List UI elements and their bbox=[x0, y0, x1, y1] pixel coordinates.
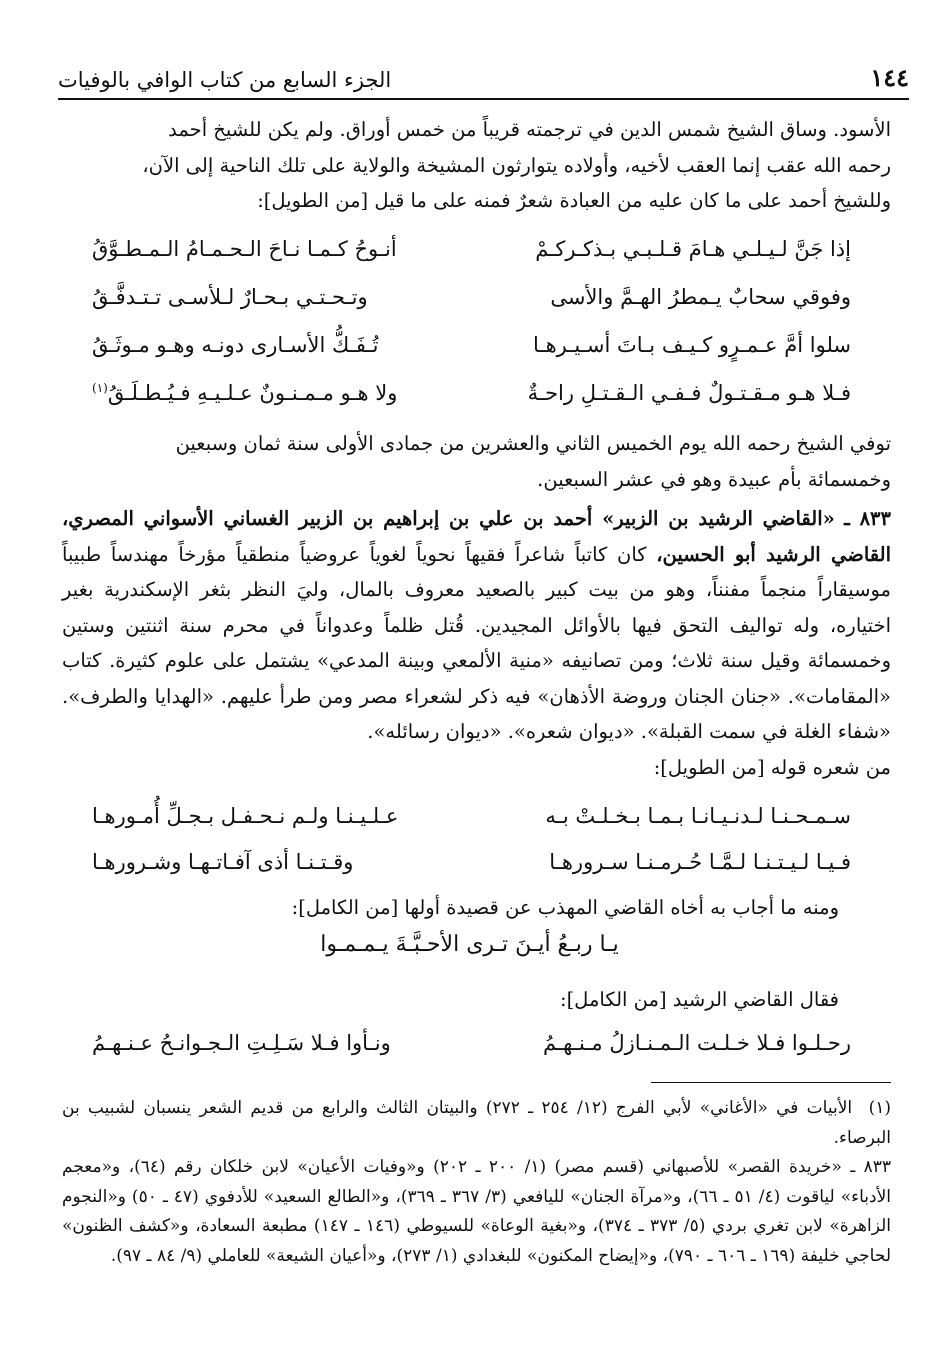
verse-second-hemistich: تُـفَـكُّ الأسـارى دونـه وهـو مـوثَـقُ bbox=[92, 333, 379, 357]
verse-line bbox=[92, 1022, 851, 1064]
hemistich-text: ولا هـو مـمـنـونٌ عـلـيـهِ فـيُـطـلَـقُ bbox=[107, 381, 398, 405]
verse-line bbox=[92, 841, 851, 883]
footnotes bbox=[62, 1094, 891, 1272]
verse-first-hemistich: وفوقي سحابٌ يـمطرُ الهـمَّ والأسى bbox=[550, 285, 851, 309]
footnote-marker: (١) bbox=[868, 1098, 891, 1118]
footnote-1 bbox=[62, 1094, 891, 1153]
entry-body: كان كاتباً شاعراً فقيهاً نحوياً لغوياً عروضياً منطقياً مؤرخاً مهندساً طبيباً موسيقاراً منجماً مفنناً، وهو من بيت كبير بالصعيد معروف بالمال، وليَ النظر بثغر الإسكندرية بغير اختياره، وله تواليف التحق فيها بالأوائل المجيدين. قُتل ظلماً وعدواناً في محرم سنة اثنتين وستين وخمسمائة وقيل سنة ثلاث؛ ومن تصانيفه «منية الألمعي وبينة المدعي» يشتمل على علوم كثيرة. كتاب «المقامات». «جنان الجنان وروضة الأذهان» فيه ذكر لشعراء مصر ومن طرأ عليهم. «الهدايا والطرف». «شفاء الغلة في سمت القبلة». «ديوان شعره». «ديوان رسائله». bbox=[62, 542, 891, 743]
verse-first-hemistich: فـلا هـو مـقـتـولٌ فـفـي الـقـتـلِ راحـةٌ bbox=[527, 381, 851, 405]
verse-line bbox=[92, 324, 851, 366]
verse-second-hemistich bbox=[92, 381, 397, 405]
verse-second-hemistich: وقـتـنـا أذى آفـاتـهـا وشـرورهـا bbox=[92, 850, 354, 874]
page-number: ١٤٤ bbox=[870, 63, 909, 92]
verse-first-hemistich: سلوا أمَّ عـمـرٍو كـيـف بـاتَ أسـيـرهـا bbox=[533, 333, 851, 357]
footnote-marker: (١) bbox=[92, 381, 108, 395]
verse-intro: فقال القاضي الرشيد [من الكامل]: bbox=[560, 988, 839, 1011]
footnote-833: ٨٣٣ ـ «خريدة القصر» للأصبهاني (قسم مصر) (١/ ٢٠٠ ـ ٢٠٢) و«وفيات الأعيان» لابن خلكان رقم (٦٤)، و«معجم الأدباء» لياقوت (٤/ ٥١ ـ ٦٦)، و«مرآة الجنان» لليافعي (٣/ ٣٦٧ ـ ٣٦٩)، و«الطالع السعيد» للأدفوي (٤٧ ـ ٥٠) و«النجوم الزاهرة» لابن تغري بردي (٥/ ٣٧٣ ـ ٣٧٤)، و«بغية الوعاة» للسيوطي (١٤٦ ـ ١٤٧) مطبعة السعادة، و«كشف الظنون» لحاجي خليفة (١٦٩ ـ ٦٠٦ ـ ٧٩٠)، و«إيضاح المكنون» للبغدادي (١/ ٢٧٣)، و«أعيان الشيعة» للعاملي (٩/ ٨٤ ـ ٩٧). bbox=[62, 1157, 891, 1266]
verse-first-hemistich: رحـلـوا فـلا خـلـت الـمـنـازلُ مـنـهـمُ bbox=[542, 1031, 851, 1055]
text-line: توفي الشيخ رحمه الله يوم الخميس الثاني والعشرين من جمادى الأولى سنة ثمان وسبعين bbox=[175, 432, 891, 455]
verse-second-hemistich: ونـأوا فـلا سَـلِـتِ الـجـوانـحُ عـنـهـمُ bbox=[92, 1031, 391, 1055]
text-line: الأسود. وساق الشيخ شمس الدين في ترجمته قريباً من خمس أوراق. ولم يكن للشيخ أحمد bbox=[168, 118, 891, 141]
verse-line bbox=[92, 276, 851, 318]
footnote-text: الأبيات في «الأغاني» لأبي الفرج (١٢/ ٢٥٤ ـ ٢٧٢) والبيتان الثالث والرابع من قديم الشعر ينسبان لشبيب بن البرصاء. bbox=[62, 1098, 891, 1148]
text-line: وللشيخ أحمد على ما كان عليه من العبادة شعرٌ فمنه على ما قيل [من الطويل]: bbox=[257, 189, 891, 212]
entry-heading: «القاضي الرشيد بن الزبير» أحمد بن علي بن إبراهيم بن الزبير الغساني الأسواني المصري، القاضي الرشيد أبو الحسين، bbox=[62, 507, 892, 566]
verse-second-hemistich: عـلـيـنـا ولـم نـحـفـل بـجـلِّ أُمـورهـا bbox=[92, 804, 399, 828]
page-header bbox=[58, 48, 909, 100]
verse-line bbox=[92, 795, 851, 837]
meter-line: من شعره قوله [من الطويل]: bbox=[653, 755, 891, 779]
text-line: رحمه الله عقب إنما العقب لأخيه، وأولاده يتوارثون المشيخة والولاية على تلك الناحية إلى الآن، bbox=[142, 153, 891, 177]
entry-number: ٨٣٣ ـ bbox=[844, 507, 891, 530]
running-title: الجزء السابع من كتاب الوافي بالوفيات bbox=[58, 68, 392, 92]
verse-line bbox=[92, 372, 851, 414]
single-hemistich: يـا ربـعُ أيـنَ تـرى الأحـبَّـةَ يـمـمـوا bbox=[320, 932, 619, 957]
verse-second-hemistich: وتـحـتـي بـحـارٌ لـلأسـى تـتـدفَّـقُ bbox=[92, 285, 368, 309]
verse-first-hemistich: إذا جَنَّ لـيـلـي هـامَ قـلـبـي بـذكـركـمْ bbox=[535, 237, 851, 261]
verse-intro: ومنه ما أجاب به أخاه القاضي المهذب عن قصيدة أولها [من الكامل]: bbox=[291, 896, 839, 919]
text-line: وخمسمائة بأم عبيدة وهو في عشر السبعين. bbox=[537, 467, 891, 491]
biography-entry bbox=[62, 501, 891, 785]
opening-paragraph bbox=[62, 112, 891, 219]
verse-line bbox=[92, 228, 851, 270]
verse-second-hemistich: أنـوحُ كـمـا نـاحَ الـحـمـامُ الـمـطـوَّقُ bbox=[92, 237, 397, 261]
entry-paragraph bbox=[62, 501, 891, 750]
verse-first-hemistich: فـيـا لـيـتـنـا لـمَّـا حُـرمـنـا سـرورهـا bbox=[549, 850, 851, 874]
death-paragraph bbox=[62, 426, 891, 497]
verse-first-hemistich: سـمـحـنـا لـدنـيـانـا بـمـا بـخـلـتْ بـه bbox=[545, 804, 851, 828]
footnote-separator bbox=[651, 1082, 891, 1083]
